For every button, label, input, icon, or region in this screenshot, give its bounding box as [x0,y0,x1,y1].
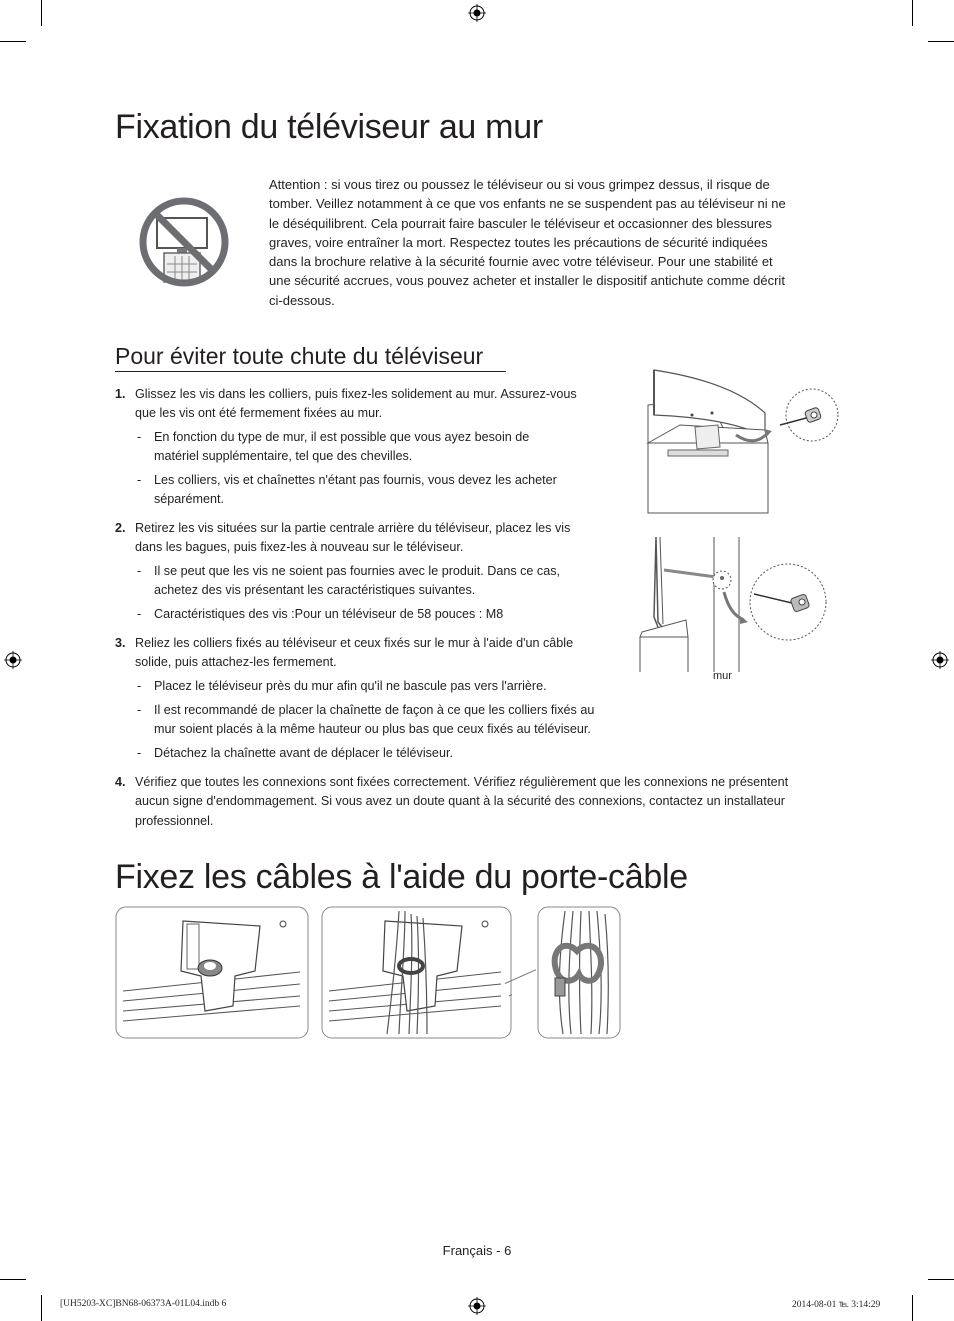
note-dash: - [137,679,142,693]
step-line: que les vis ont été fermement fixées au mur. [135,406,383,421]
note-line: Caractéristiques des vis :Pour un téléviseur de 58 pouces : M8 [154,607,504,621]
warning-line: une sécurité accrues, vous pouvez acheter et installer le dispositif antichute comme décrit [269,273,785,289]
warning-line: le déséquilibrent. Cela pourrait faire basculer le téléviseur et occasionner des blessures [269,215,772,231]
tv-bracket-illustration [640,365,845,515]
warning-line: tomber. Veillez notamment à ce que vos enfants ne se suspendent pas au téléviseur ni ne [269,196,786,212]
page-title: Fixation du téléviseur au mur [115,108,543,146]
step-number: 2. [115,521,126,535]
crop-mark [912,1295,913,1321]
no-climbing-warning-icon [137,196,232,288]
note-line: matériel supplémentaire, tel que des chevilles. [154,449,413,464]
note-line: séparément. [154,492,225,507]
note-line: achetez des vis présentant les caractéristiques suivantes. [154,583,476,598]
crop-mark [928,41,954,42]
section-title-cables: Fixez les câbles à l'aide du porte-câble [115,858,688,896]
step-note [115,428,615,468]
registration-mark-icon [931,651,949,669]
note-line: En fonction du type de mur, il est possible que vous ayez besoin de [154,430,530,444]
print-slug-right: 2014-08-01 ℡ 3:14:29 [792,1300,881,1310]
note-text [154,562,560,601]
step-text [135,385,577,424]
step-3 [115,634,615,674]
step-note [115,605,615,625]
note-dash: - [137,703,142,717]
note-dash: - [137,746,142,760]
step-note [115,562,615,602]
crop-mark [0,1279,26,1280]
step-text [135,634,573,673]
note-dash: - [137,473,142,487]
step-line: dans les bagues, puis fixez-les à nouveau sur le téléviseur. [135,540,464,555]
crop-mark [0,41,26,42]
note-text [154,428,529,467]
note-line: mur soient placés à la même hauteur ou plus bas que ceux fixés au téléviseur. [154,722,591,737]
print-slug-left: [UH5203-XC]BN68-06373A-01L04.indb 6 [60,1299,227,1309]
section-title-underline [115,371,506,372]
warning-line: dans la brochure relative à la sécurité fournie avec votre téléviseur. Pour une stabilité et [269,254,773,270]
note-text [154,471,557,510]
registration-mark-icon [4,651,22,669]
registration-mark-icon [468,4,486,22]
note-line: Il est recommandé de placer la chaînette de façon à ce que les colliers fixés au [154,703,595,717]
note-dash: - [137,430,142,444]
cable-tie-detail-illustration [537,906,621,1039]
page-footer: Français - 6 [442,1243,512,1258]
note-text [154,701,594,740]
crop-mark [41,1295,42,1321]
wall-side-view-illustration [636,532,841,677]
note-line: Détachez la chaînette avant de déplacer le téléviseur. [154,746,453,760]
crop-mark [912,0,913,26]
step-text [135,519,570,558]
step-line: Glissez les vis dans les colliers, puis fixez-les solidement au mur. Assurez-vous [135,387,577,401]
note-text [154,605,503,624]
step-line: Retirez les vis situées sur la partie centrale arrière du téléviseur, placez les vis [135,521,571,535]
section-title: Pour éviter toute chute du téléviseur [115,343,484,369]
step-note [115,744,635,764]
step-note [115,701,635,741]
note-text [154,677,547,696]
step-line: Reliez les colliers fixés au téléviseur et ceux fixés sur le mur à l'aide d'un câble [135,636,574,650]
cable-holder-illustration-2 [321,906,512,1039]
wall-label: mur [713,670,732,682]
warning-line: Attention : si vous tirez ou poussez le téléviseur ou si vous grimpez dessus, il risque de [269,177,770,192]
crop-mark [928,1279,954,1280]
cable-holder-illustration-1 [115,906,309,1039]
step-note [115,471,615,511]
note-dash: - [137,607,142,621]
crop-mark [41,0,42,26]
warning-line: ci-dessous. [269,292,335,308]
note-line: Placez le téléviseur près du mur afin qu'il ne bascule pas vers l'arrière. [154,679,547,693]
note-text [154,744,453,763]
warning-line: graves, voire entraîner la mort. Respectez toutes les précautions de sécurité indiquées [269,234,768,250]
step-2 [115,519,615,559]
note-line: Les colliers, vis et chaînettes n'étant pas fournis, vous devez les acheter [154,473,557,487]
registration-mark-icon [468,1297,486,1315]
step-line: professionnel. [135,813,214,828]
step-line: aucun signe d'endommagement. Si vous avez un doute quant à la sécurité des connexions, contactez un installateur [135,794,785,809]
step-number: 3. [115,636,126,650]
step-number: 1. [115,387,126,401]
step-note [115,677,635,697]
warning-paragraph [269,175,829,310]
note-dash: - [137,564,142,578]
note-line: Il se peut que les vis ne soient pas fournies avec le produit. Dans ce cas, [154,564,561,578]
step-text [135,773,788,831]
step-line: solide, puis attachez-les fermement. [135,655,337,670]
step-line: Vérifiez que toutes les connexions sont fixées correctement. Vérifiez régulièrement que les connexions ne présentent [135,775,789,789]
step-number: 4. [115,775,126,789]
step-4 [115,773,835,833]
step-1 [115,385,615,425]
